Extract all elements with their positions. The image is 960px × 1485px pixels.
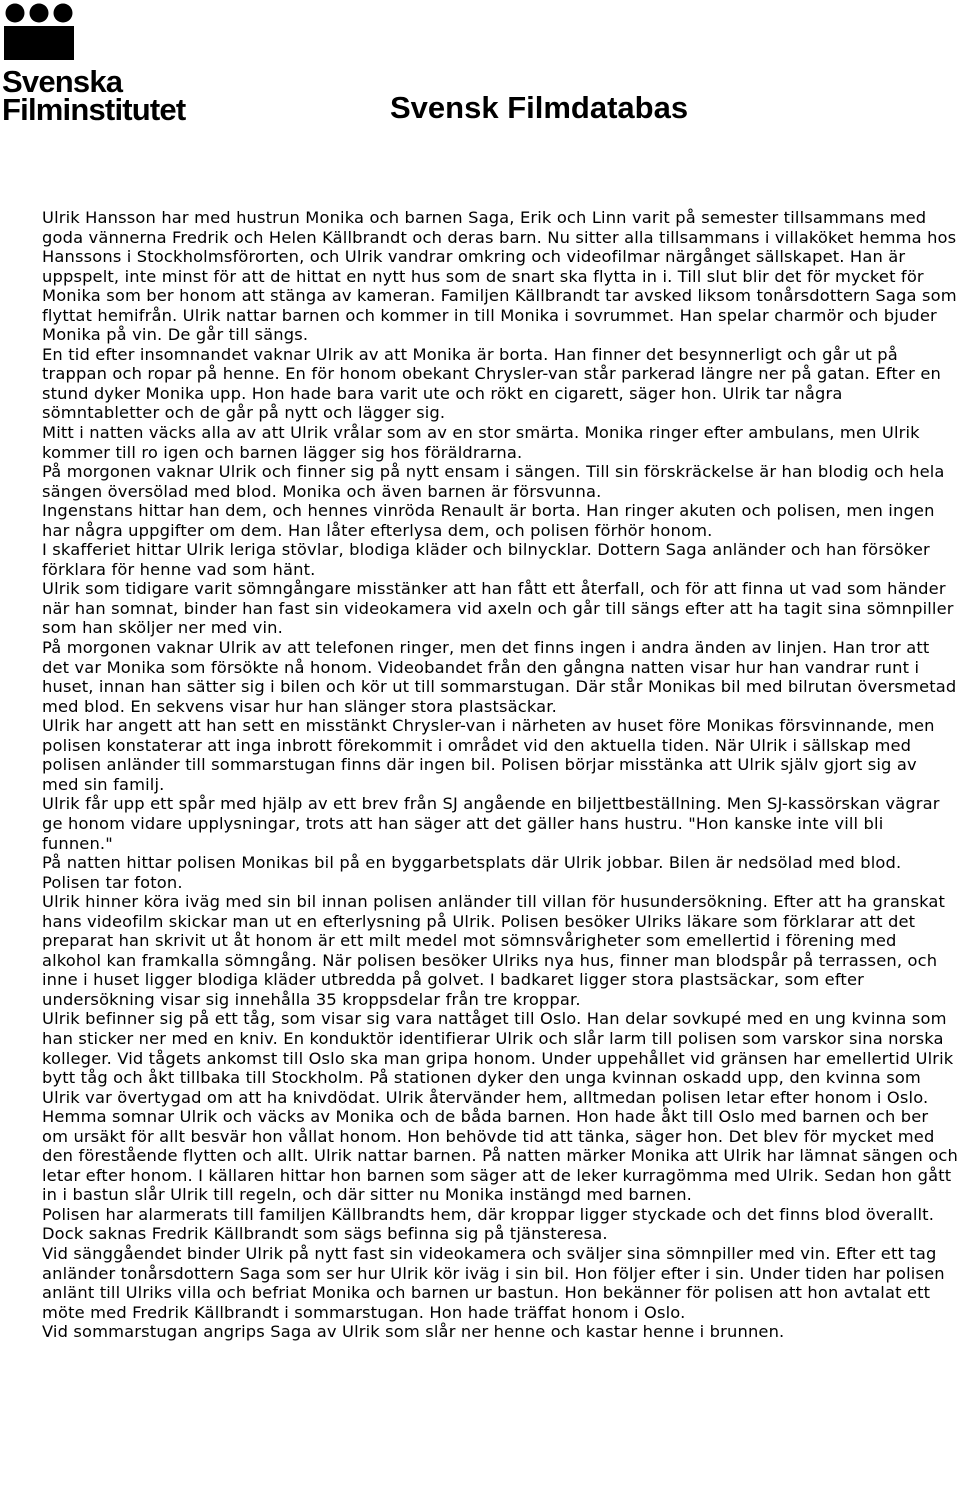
synopsis-paragraph: Ulrik har angett att han sett en misstänkt Chrysler-van i närheten av huset före Monikas försvinnande, men polisen konstaterar att inga inbrott förekommit i området vid den aktuella tiden. När Ulrik i sällskap med polisen anländer till sommarstugan finns där ingen bil. Polisen börjar misstänka att Ulrik själv gjort sig av med sin familj. xyxy=(42,716,935,794)
synopsis-paragraph: Mitt i natten väcks alla av att Ulrik vrålar som av en stor smärta. Monika ringer efter ambulans, men Ulrik kommer till ro igen och barnen lägger sig hos föräldrarna. xyxy=(42,423,920,462)
synopsis-text xyxy=(42,208,958,1342)
logo-mark-icon xyxy=(4,2,76,62)
synopsis-paragraph: Ingenstans hittar han dem, och hennes vinröda Renault är borta. Han ringer akuten och polisen, men ingen har några uppgifter om dem. Han låter efterlysa dem, och polisen förhör honom. xyxy=(42,501,935,540)
svenska-filminstitutet-logo[interactable] xyxy=(2,2,202,127)
synopsis-paragraph: Ulrik befinner sig på ett tåg, som visar sig vara nattåget till Oslo. Han delar sovkupé med en ung kvinna som han sticker ner med en kniv. En konduktör identifierar Ulrik och slår larm till polisen som varskor sina norska kolleger. Vid tågets ankomst till Oslo ska man gripa honom. Under uppehållet vid gränsen har emellertid Ulrik bytt tåg och åkt tillbaka till Stockholm. På stationen dyker den unga kvinnan oskadd upp, den kvinna som Ulrik var övertygad om att ha knivdödat. Ulrik återvänder hem, alltmedan polisen letar efter honom i Oslo. xyxy=(42,1009,954,1107)
logo-text-line1: Svenska xyxy=(2,64,123,99)
page-title: Svensk Filmdatabas xyxy=(390,90,689,125)
synopsis-paragraph: Ulrik Hansson har med hustrun Monika och barnen Saga, Erik och Linn varit på semester tillsammans med goda vännerna Fredrik och Helen Källbrandt och deras barn. Nu sitter alla tillsammans i villaköket hemma hos Hanssons i Stockholmsförorten, och Ulrik vandrar omkring och videofilmar närgånget sällskapet. Han är uppspelt, inte minst för att de hittat en nytt hus som de snart ska flytta in i. Till slut blir det för mycket för Monika som ber honom att stänga av kameran. Familjen Källbrandt tar avsked liksom tonårsdottern Saga som flyttat hemifrån. Ulrik nattar barnen och kommer in till Monika i sovrummet. Han spelar charmör och bjuder Monika på vin. De går till sängs. xyxy=(42,208,957,345)
synopsis-paragraph: Ulrik hinner köra iväg med sin bil innan polisen anländer till villan för husundersökning. Efter att ha granskat hans videofilm skickar man ut en efterlysning på Ulrik. Polisen besöker Ulriks läkare som förklarar att det preparat han skrivit ut åt honom är ett milt medel mot sömnsvårigheter som emellertid i förening med alkohol kan framkalla sömngång. När polisen besöker Ulriks nya hus, finner man blodspår på terrassen, och inne i huset ligger blodiga kläder utbredda på golvet. I badkaret ligger stora plastsäckar, som efter undersökning visar sig innehålla 35 kroppsdelar från tre kroppar. xyxy=(42,892,946,1009)
synopsis-paragraph: Vid sommarstugan angrips Saga av Ulrik som slår ner henne och kastar henne i brunnen. xyxy=(42,1322,785,1342)
synopsis-paragraph: En tid efter insomnandet vaknar Ulrik av att Monika är borta. Han finner det besynnerligt och går ut på trappan och ropar på henne. En för honom obekant Chrysler-van står parkerad längre ner på gatan. Efter en stund dyker Monika upp. Hon hade bara varit ute och rökt en cigarett, säger hon. Ulrik tar några sömntabletter och de går på nytt och lägger sig. xyxy=(42,344,941,423)
logo-text-line2: Filminstitutet xyxy=(2,92,186,127)
synopsis-paragraph: I skafferiet hittar Ulrik leriga stövlar, blodiga kläder och bilnycklar. Dottern Saga anländer och han försöker förklara för henne vad som hänt. xyxy=(42,540,930,579)
synopsis-paragraph: På morgonen vaknar Ulrik av att telefonen ringer, men det finns ingen i andra änden av linjen. Han tror att det var Monika som försökte nå honom. Videobandet från den gångna natten visar hur han vandrar runt i huset, innan han sätter sig i bilen och kör ut till sommarstugan. Där står Monikas bil med bilrutan översmetad med blod. En sekvens visar hur han slänger stora plastsäckar. xyxy=(42,638,957,716)
synopsis-paragraph: Hemma somnar Ulrik och väcks av Monika och de båda barnen. Hon hade åkt till Oslo med barnen och ber om ursäkt för allt besvär hon vållat honom. Hon behövde tid att tänka, säger hon. Det blev för mycket med den förestående flytten och allt. Ulrik nattar barnen. På natten märker Monika att Ulrik har lämnat sängen och letar efter honom. I källaren hittar hon barnen som säger att de leker kurragömma med Ulrik. Sedan hon gått in i bastun slår Ulrik till regeln, och där sitter nu Monika instängd med barnen. xyxy=(42,1107,958,1205)
synopsis-paragraph: På natten hittar polisen Monikas bil på en byggarbetsplats där Ulrik jobbar. Bilen är nedsölad med blod. Polisen tar foton. xyxy=(42,853,902,892)
synopsis-paragraph: Ulrik får upp ett spår med hjälp av ett brev från SJ angående en biljettbeställning. Men SJ-kassörskan vägrar ge honom vidare upplysningar, trots att han säger att det gäller hans hustru. "Hon kanske inte vill bli funnen." xyxy=(42,794,940,853)
synopsis-paragraph: Polisen har alarmerats till familjen Källbrandts hem, där kroppar ligger styckade och det finns blod överallt. Dock saknas Fredrik Källbrandt som sägs befinna sig på tjänsteresa. xyxy=(42,1204,935,1244)
synopsis-paragraph: Vid sänggåendet binder Ulrik på nytt fast sin videokamera och sväljer sina sömnpiller med vin. Efter ett tag anländer tonårsdottern Saga som ser hur Ulrik kör iväg i sin bil. Hon följer efter i sin. Under tiden har polisen anlänt till Ulriks villa och befriat Monika och barnen ur bastun. Hon bekänner för polisen att hon avtalat ett möte med Fredrik Källbrandt i sommarstugan. Hon hade träffat honom i Oslo. xyxy=(42,1243,945,1322)
synopsis-paragraph: På morgonen vaknar Ulrik och finner sig på nytt ensam i sängen. Till sin förskräckelse är han blodig och hela sängen översölad med blod. Monika och även barnen är försvunna. xyxy=(42,462,945,501)
synopsis-paragraph: Ulrik som tidigare varit sömngångare misstänker att han fått ett återfall, och för att finna ut vad som händer när han somnat, binder han fast sin videokamera vid axeln och går till sängs efter att ha tagit sina sömnpiller som han sköljer ner med vin. xyxy=(42,579,954,638)
